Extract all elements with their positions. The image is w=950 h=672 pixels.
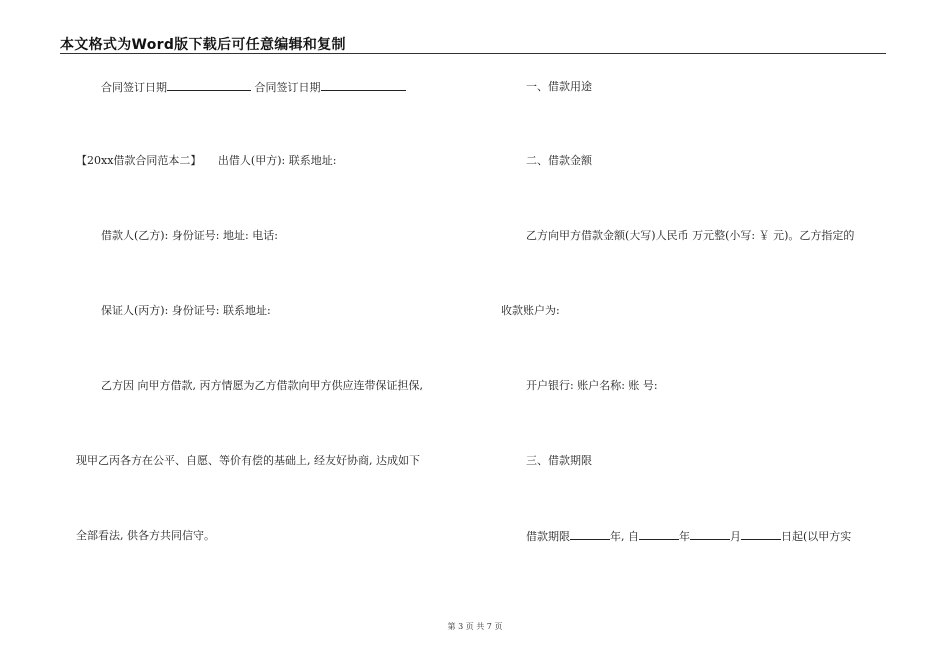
right-line-receiving-account: 收款账户为: xyxy=(501,304,560,317)
signing-date-blank-1 xyxy=(167,80,251,91)
start-year-blank xyxy=(639,529,679,540)
right-line-loan-term-detail xyxy=(526,529,851,544)
signing-date-label-2: 合同签订日期 xyxy=(251,81,321,94)
page-number-footer: 第 3 页 共 7 页 xyxy=(447,622,503,631)
day-start-label: 日起(以甲方实 xyxy=(781,530,852,543)
start-month-blank xyxy=(690,529,730,540)
right-heading-loan-purpose: 一、借款用途 xyxy=(526,80,592,93)
signing-date-label-1: 合同签订日期 xyxy=(101,81,167,94)
loan-term-years-blank xyxy=(570,529,610,540)
signing-date-blank-2 xyxy=(321,80,406,91)
left-line-signing-dates xyxy=(101,80,406,95)
year-label: 年 xyxy=(679,530,690,543)
left-line-borrower: 借款人(乙方): 身份证号: 地址: 电话: xyxy=(101,229,278,242)
loan-term-year-from-label: 年, 自 xyxy=(610,530,639,543)
left-line-agreement-basis: 现甲乙丙各方在公平、自愿、等价有偿的基础上, 经友好协商, 达成如下 xyxy=(76,454,420,467)
left-line-guarantor: 保证人(丙方): 身份证号: 联系地址: xyxy=(101,304,271,317)
loan-term-label: 借款期限 xyxy=(526,530,570,543)
header-divider xyxy=(60,53,886,54)
right-line-amount-detail: 乙方向甲方借款金额(大写)人民币 万元整(小写: ￥ 元)。乙方指定的 xyxy=(526,229,855,242)
right-heading-loan-term: 三、借款期限 xyxy=(526,454,592,467)
left-line-guarantee-statement: 乙方因 向甲方借款, 丙方情愿为乙方借款向甲方供应连带保证担保, xyxy=(101,379,423,392)
right-heading-loan-amount: 二、借款金额 xyxy=(526,154,592,167)
month-label: 月 xyxy=(730,530,741,543)
right-line-bank-info: 开户银行: 账户名称: 账 号: xyxy=(526,379,658,392)
left-line-template-title: 【20xx借款合同范本二】 出借人(甲方): 联系地址: xyxy=(76,154,337,167)
document-header-title: 本文格式为Word版下载后可任意编辑和复制 xyxy=(60,37,346,53)
start-day-blank xyxy=(741,529,781,540)
left-line-mutual-compliance: 全部看法, 供各方共同信守。 xyxy=(76,529,215,542)
